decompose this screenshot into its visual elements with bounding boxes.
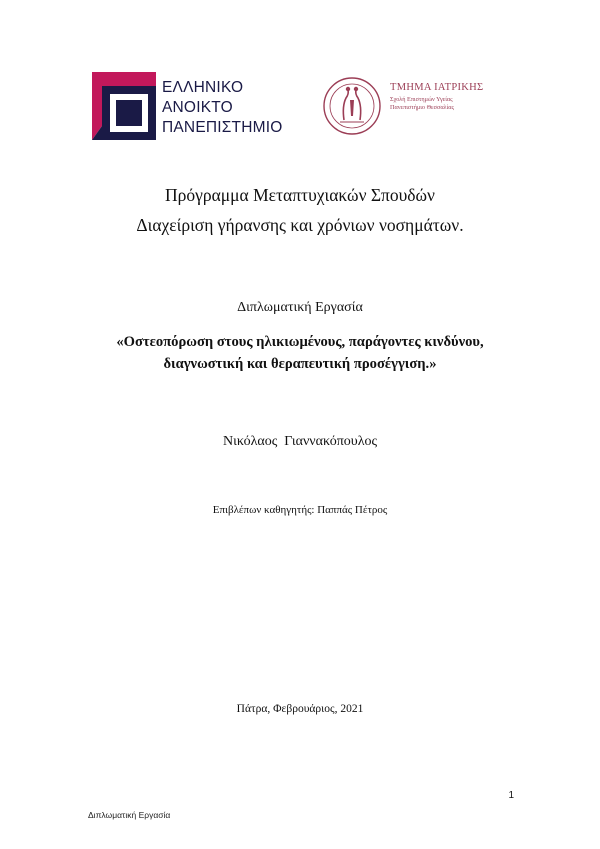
hou-emblem-icon xyxy=(92,72,156,140)
medicine-dept-logo xyxy=(322,76,492,136)
medicine-dept-name xyxy=(390,82,483,112)
medicine-dept-title: ΤΜΗΜΑ ΙΑΤΡΙΚΗΣ xyxy=(390,82,484,93)
hou-logo xyxy=(92,72,282,140)
thesis-title-line: «Οστεοπόρωση στους ηλικιωμένους, παράγοντες κινδύνου, xyxy=(116,334,484,350)
thesis-title-line: διαγνωστική και θεραπευτική προσέγγιση.» xyxy=(163,356,437,372)
hou-name-line: ΕΛΛΗΝΙΚΟ xyxy=(162,79,244,96)
hou-name-line: ΑΝΟΙΚΤΟ xyxy=(162,99,233,116)
footer-label: Διπλωματική Εργασία xyxy=(88,810,171,820)
supervisor: Επιβλέπων καθηγητής: Παππάς Πέτρος xyxy=(212,504,388,516)
author-name: Νικόλαος Γιαννακόπουλος xyxy=(222,434,378,449)
medicine-dept-subtitle: Πανεπιστήμιο Θεσσαλίας xyxy=(390,104,454,111)
medicine-dept-subtitle: Σχολή Επιστημών Υγείας xyxy=(390,96,453,103)
university-seal-icon xyxy=(322,76,382,136)
place-date: Πάτρα, Φεβρουάριος, 2021 xyxy=(236,703,364,715)
program-name: Πρόγραμμα Μεταπτυχιακών Σπουδών xyxy=(165,185,435,205)
thesis-label: Διπλωματική Εργασία xyxy=(237,300,363,315)
thesis-title xyxy=(0,331,600,375)
program-heading xyxy=(0,180,600,240)
page-number: 1 xyxy=(508,790,514,801)
hou-name-line: ΠΑΝΕΠΙΣΤΗΜΙΟ xyxy=(162,119,283,136)
hou-name xyxy=(162,78,282,138)
program-specialization: Διαχείριση γήρανσης και χρόνιων νοσημάτων. xyxy=(136,215,464,235)
